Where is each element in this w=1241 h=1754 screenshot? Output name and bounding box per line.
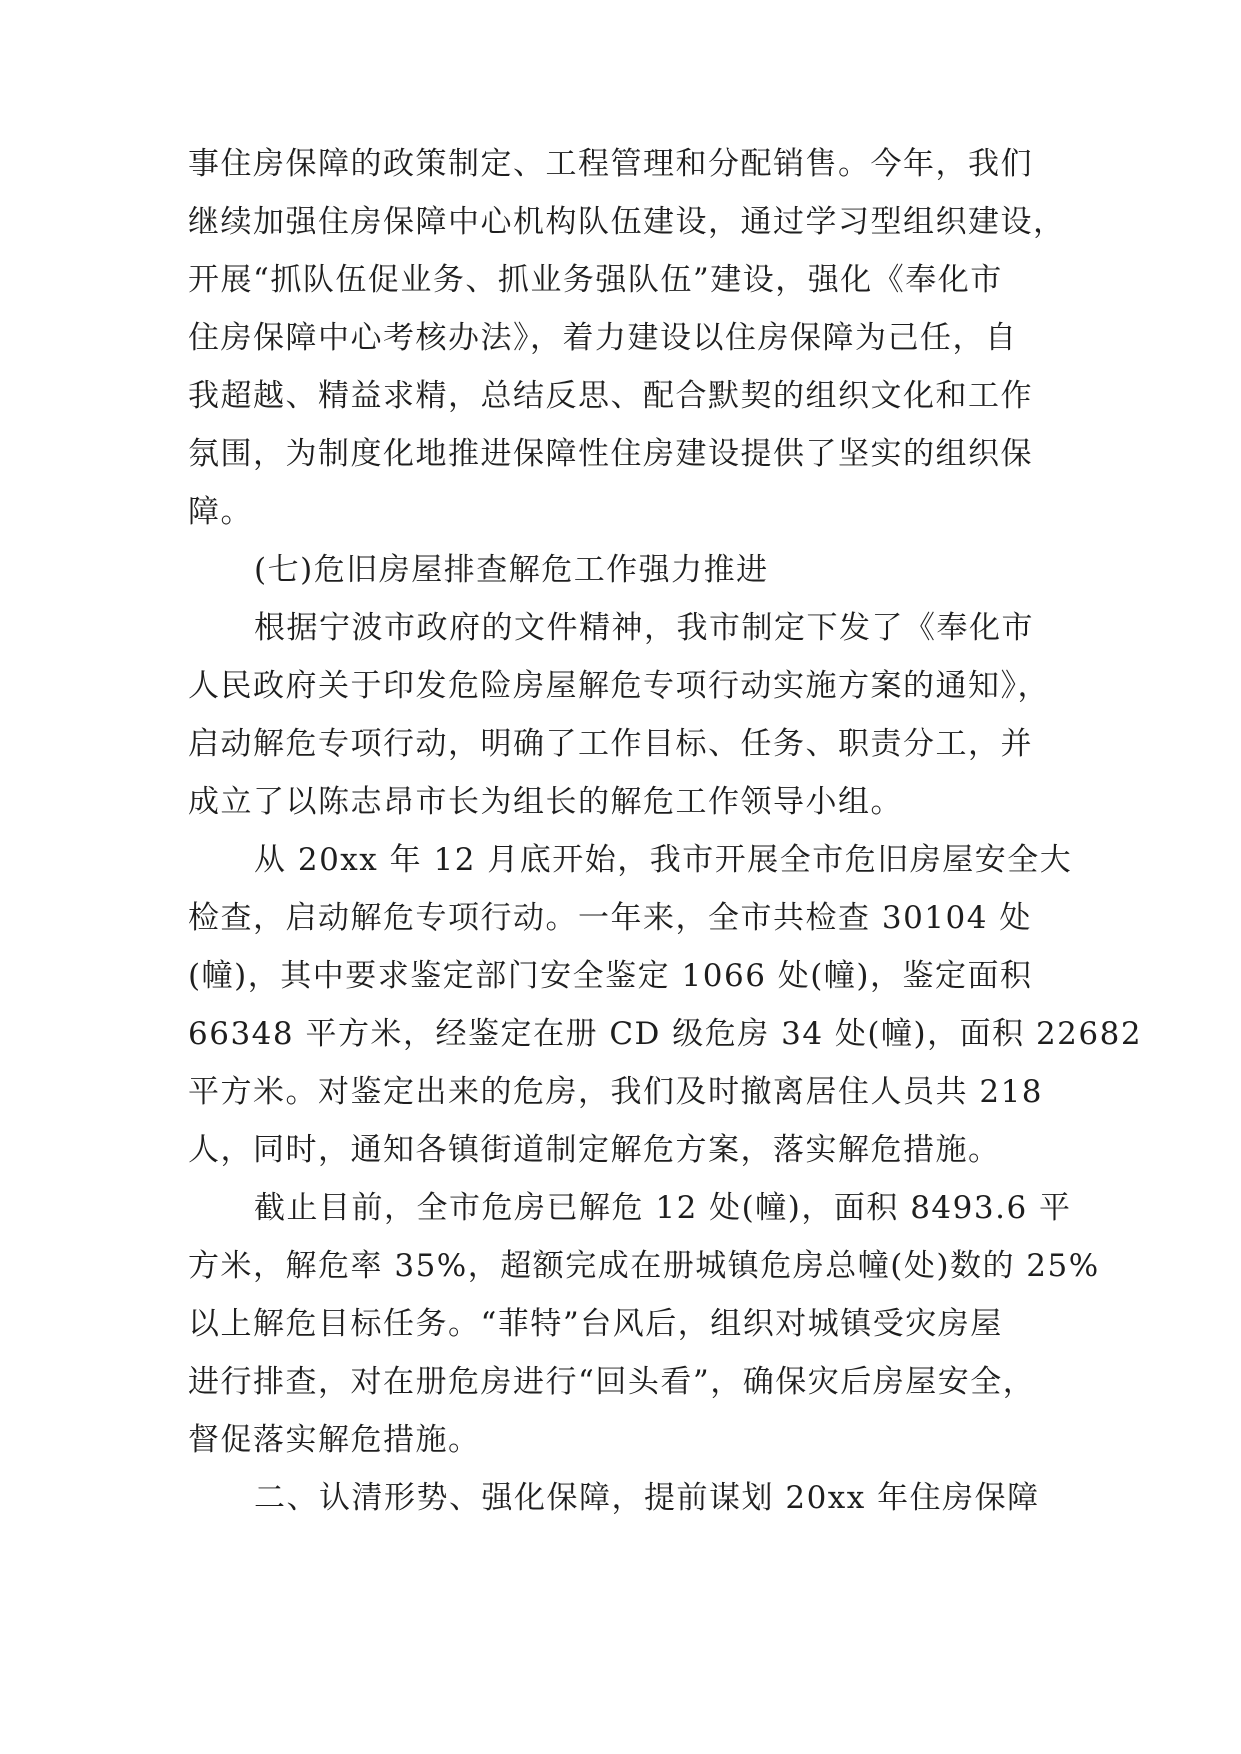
body-text-line: 检查，启动解危专项行动。一年来，全市共检查 30104 处 [188, 900, 1032, 936]
body-text-line: 继续加强住房保障中心机构队伍建设，通过学习型组织建设， [188, 204, 1066, 240]
body-text-line: 进行排查，对在册危房进行“回头看”，确保灾后房屋安全， [188, 1364, 1036, 1400]
body-text-line: (幢)，其中要求鉴定部门安全鉴定 1066 处(幢)，鉴定面积 [188, 958, 1033, 994]
body-text-line: 事住房保障的政策制定、工程管理和分配销售。今年，我们 [188, 146, 1033, 182]
body-text-line: 成立了以陈志昂市长为组长的解危工作领导小组。 [188, 784, 903, 820]
body-text-line: 开展“抓队伍促业务、抓业务强队伍”建设，强化《奉化市 [188, 262, 1003, 298]
body-text-line: 根据宁波市政府的文件精神，我市制定下发了《奉化市 [254, 610, 1034, 646]
body-text-line: 66348 平方米，经鉴定在册 CD 级危房 34 处(幢)，面积 22682 [188, 1016, 1143, 1052]
body-text-line: 启动解危专项行动，明确了工作目标、任务、职责分工，并 [188, 726, 1033, 762]
body-text-line: 方米，解危率 35%，超额完成在册城镇危房总幢(处)数的 25% [188, 1248, 1100, 1284]
body-text-line: 平方米。对鉴定出来的危房，我们及时撤离居住人员共 218 [188, 1074, 1044, 1110]
body-text-line: 督促落实解危措施。 [188, 1422, 481, 1458]
body-text-line: 氛围，为制度化地推进保障性住房建设提供了坚实的组织保 [188, 436, 1033, 472]
body-text-line: 障。 [188, 494, 253, 530]
body-text-line: 人民政府关于印发危险房屋解危专项行动实施方案的通知》， [188, 668, 1050, 704]
body-text-line: 截止目前，全市危房已解危 12 处(幢)，面积 8493.6 平 [254, 1190, 1072, 1226]
body-text-line: 以上解危目标任务。“菲特”台风后，组织对城镇受灾房屋 [188, 1306, 1003, 1342]
body-text-line: 住房保障中心考核办法》，着力建设以住房保障为己任，自 [188, 320, 1018, 356]
body-text-line: 从 20xx 年 12 月底开始，我市开展全市危旧房屋安全大 [254, 842, 1073, 878]
section-heading: 二、认清形势、强化保障，提前谋划 20xx 年住房保障 [254, 1480, 1040, 1516]
body-text-line: 人，同时，通知各镇街道制定解危方案，落实解危措施。 [188, 1132, 1001, 1168]
body-text-line: 我超越、精益求精，总结反思、配合默契的组织文化和工作 [188, 378, 1033, 414]
section-heading: (七)危旧房屋排查解危工作强力推进 [254, 552, 769, 588]
